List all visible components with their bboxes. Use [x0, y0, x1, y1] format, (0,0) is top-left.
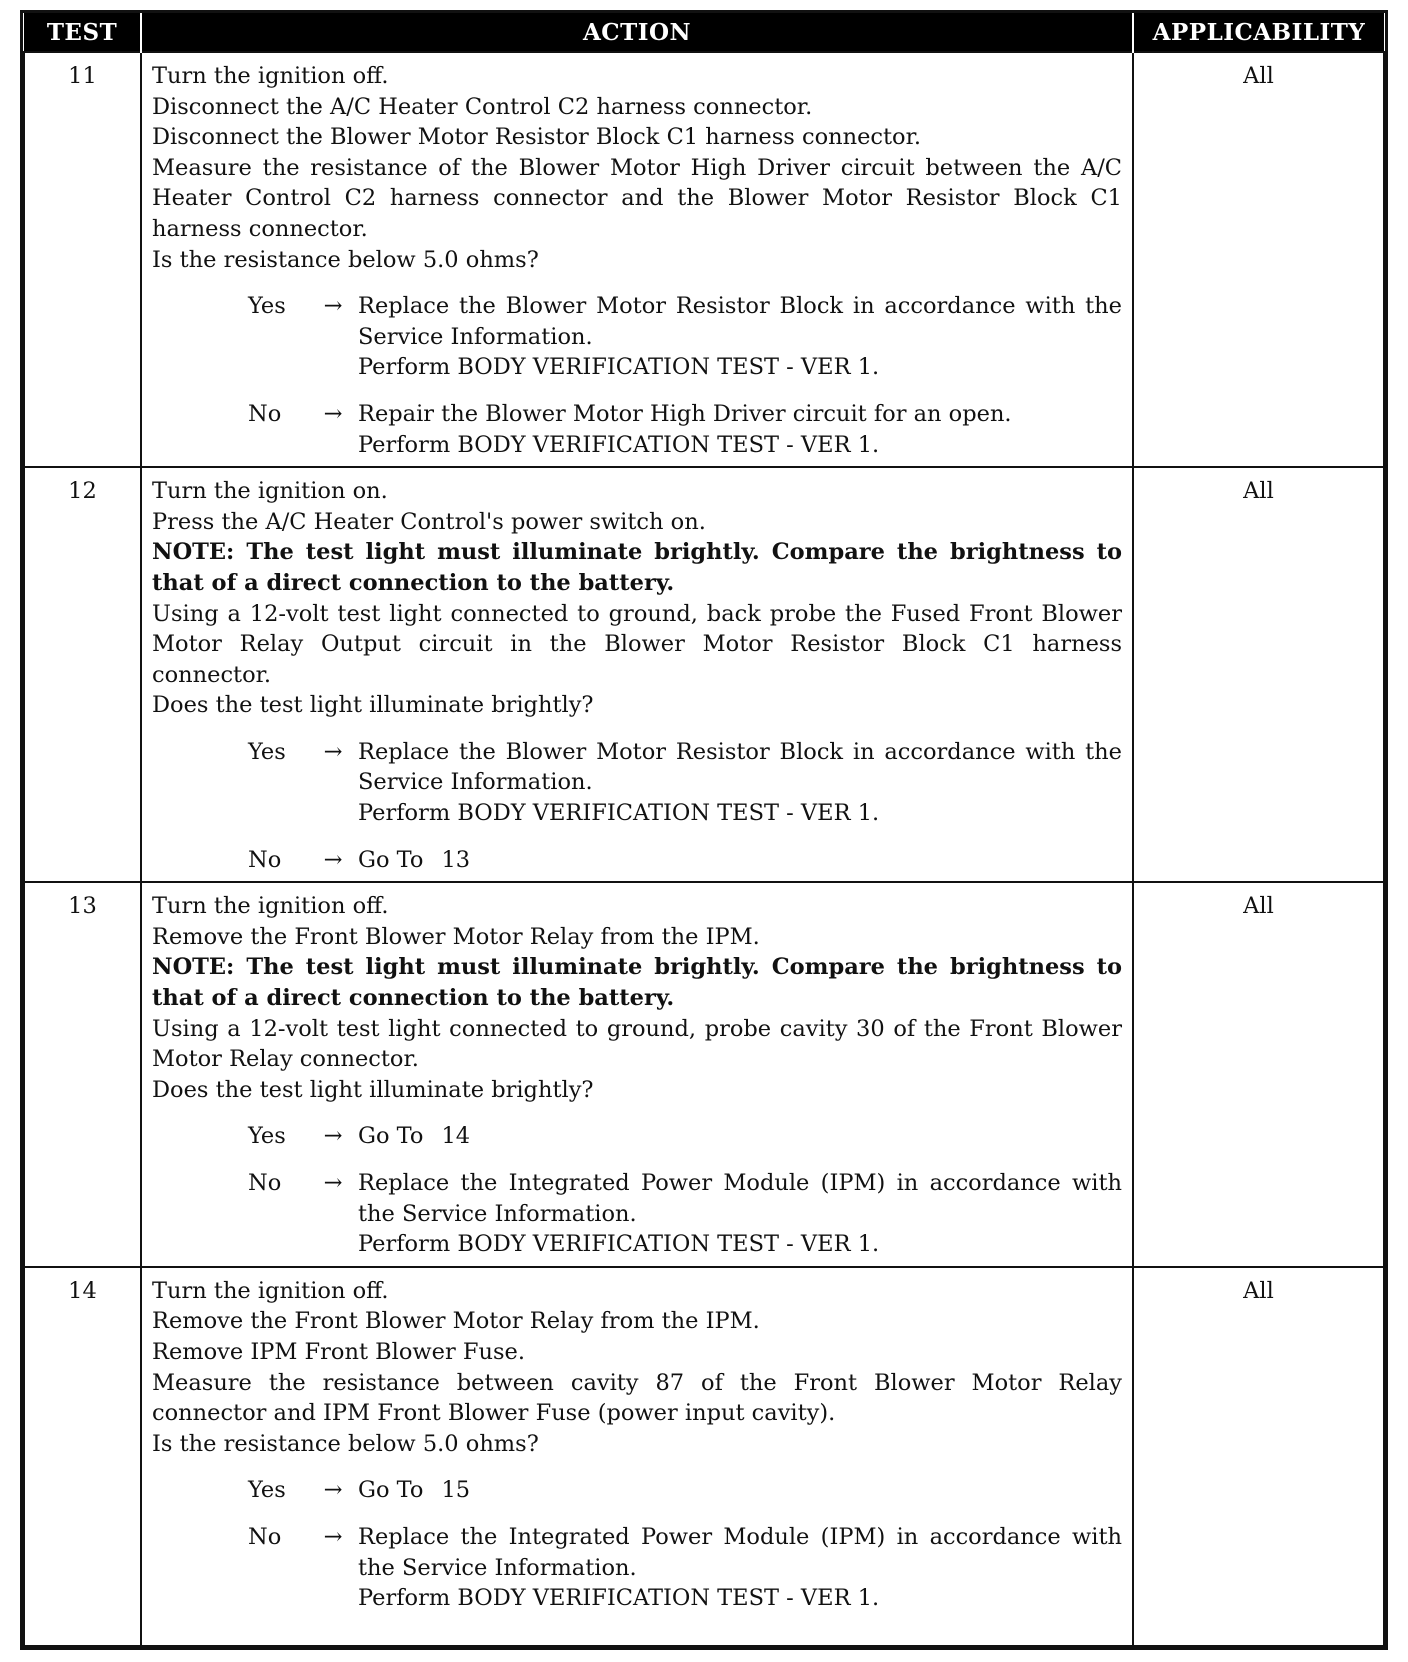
header-test: TEST [24, 13, 141, 52]
result-line: Replace the Integrated Power Module (IPM) in accordance with the Service Information. [358, 1170, 1122, 1227]
goto-link[interactable] [358, 847, 470, 873]
yes-label: Yes [248, 293, 286, 320]
result-line: Perform BODY VERIFICATION TEST - VER 1. [358, 1231, 880, 1258]
goto-number: 14 [441, 1123, 471, 1150]
arrow-icon: → [323, 846, 343, 873]
note-text: NOTE: The test light must illuminate brightly. Compare the brightness to that of a direct connection to the battery. [152, 954, 1122, 1012]
result-line: Replace the Blower Motor Resistor Block in accordance with the Service Information. [358, 738, 1122, 796]
action-question: Is the resistance below 5.0 ohms? [152, 1430, 539, 1457]
yes-result [358, 291, 1122, 383]
arrow-icon: → [323, 738, 343, 765]
no-outcome [152, 1168, 1122, 1260]
no-label: No [248, 1170, 282, 1196]
result-line: Perform BODY VERIFICATION TEST - VER 1. [358, 431, 880, 458]
action-step: Turn the ignition on. [152, 478, 388, 505]
no-label: No [248, 400, 282, 427]
yes-outcome [152, 1475, 1122, 1506]
result-line: Perform BODY VERIFICATION TEST - VER 1. [358, 1585, 880, 1612]
test-number: 11 [24, 52, 141, 467]
note-text: NOTE: The test light must illuminate brightly. Compare the brightness to that of a direct connection to the battery. [152, 539, 1122, 596]
diagnostic-table [23, 13, 1385, 1647]
test-applicability: All [1133, 467, 1384, 882]
action-step: Turn the ignition off. [152, 893, 389, 920]
test-number: 12 [24, 467, 141, 882]
result-line: Perform BODY VERIFICATION TEST - VER 1. [358, 354, 880, 381]
arrow-icon: → [323, 1170, 343, 1196]
test-applicability: All [1133, 882, 1384, 1267]
goto-label: Go To [358, 1123, 424, 1150]
result-line: Repair the Blower Motor High Driver circuit for an open. [358, 400, 1012, 427]
no-result [358, 1522, 1122, 1614]
yes-result [358, 1121, 1122, 1152]
action-step: Press the A/C Heater Control's power switch on. [152, 508, 706, 535]
yes-label: Yes [248, 1477, 286, 1504]
action-question: Is the resistance below 5.0 ohms? [152, 246, 539, 273]
test-action [141, 1267, 1133, 1646]
action-step: Remove the Front Blower Motor Relay from the IPM. [152, 923, 760, 950]
action-step: Using a 12-volt test light connected to ground, back probe the Fused Front Blower Motor Relay Output circuit in the Blower Motor Resistor Block C1 harness connector. [152, 600, 1122, 688]
goto-label: Go To [358, 1477, 424, 1504]
action-step: Measure the resistance of the Blower Motor High Driver circuit between the A/C Heater Control C2 harness connector and the Blower Motor Resistor Block C1 harness connector. [152, 154, 1122, 242]
action-step: Turn the ignition off. [152, 63, 389, 89]
yes-outcome [152, 737, 1122, 829]
test-number: 13 [24, 882, 141, 1267]
no-result [358, 399, 1122, 460]
test-number: 14 [24, 1267, 141, 1646]
table-header-row [24, 13, 1384, 52]
action-step: Remove the Front Blower Motor Relay from the IPM. [152, 1308, 760, 1335]
test-action [141, 882, 1133, 1267]
no-label: No [248, 846, 282, 873]
action-step: Turn the ignition off. [152, 1277, 389, 1304]
no-outcome [152, 399, 1122, 460]
no-result [358, 845, 1122, 876]
arrow-icon: → [323, 1523, 343, 1550]
result-line: Replace the Blower Motor Resistor Block in accordance with the Service Information. [358, 293, 1122, 350]
action-step: Disconnect the Blower Motor Resistor Block C1 harness connector. [152, 124, 922, 151]
test-applicability: All [1133, 1267, 1384, 1646]
yes-outcome [152, 1121, 1122, 1152]
no-label: No [248, 1523, 282, 1550]
no-outcome [152, 845, 1122, 876]
yes-label: Yes [248, 738, 286, 765]
arrow-icon: → [323, 400, 343, 427]
test-row-12 [24, 467, 1384, 882]
action-step: Disconnect the A/C Heater Control C2 harness connector. [152, 93, 813, 120]
action-step: Remove IPM Front Blower Fuse. [152, 1338, 526, 1365]
yes-label: Yes [248, 1123, 286, 1150]
goto-number: 15 [441, 1477, 471, 1504]
header-action: ACTION [141, 13, 1133, 52]
action-step: Using a 12-volt test light connected to ground, probe cavity 30 of the Front Blower Motor Relay connector. [152, 1015, 1122, 1073]
no-result [358, 1168, 1122, 1260]
arrow-icon: → [323, 293, 343, 320]
arrow-icon: → [323, 1123, 343, 1150]
test-row-13 [24, 882, 1384, 1267]
diagnostic-table-frame [20, 10, 1388, 1650]
test-applicability: All [1133, 52, 1384, 467]
goto-link[interactable] [358, 1123, 470, 1149]
arrow-icon: → [323, 1477, 343, 1504]
result-line: Perform BODY VERIFICATION TEST - VER 1. [358, 800, 880, 827]
action-step: Measure the resistance between cavity 87 of the Front Blower Motor Relay connector and IPM Front Blower Fuse (power input cavity). [152, 1369, 1122, 1427]
test-action [141, 52, 1133, 467]
yes-outcome [152, 291, 1122, 383]
goto-link[interactable] [358, 1477, 470, 1503]
header-applicability: APPLICABILITY [1133, 13, 1384, 52]
test-row-14 [24, 1267, 1384, 1646]
no-outcome [152, 1522, 1122, 1614]
result-line: Replace the Integrated Power Module (IPM) in accordance with the Service Information. [358, 1523, 1122, 1581]
goto-number: 13 [441, 846, 471, 873]
test-row-11 [24, 52, 1384, 467]
goto-label: Go To [358, 846, 424, 873]
action-question: Does the test light illuminate brightly? [152, 1076, 594, 1103]
yes-result [358, 1475, 1122, 1506]
yes-result [358, 737, 1122, 829]
action-question: Does the test light illuminate brightly? [152, 692, 594, 719]
test-action [141, 467, 1133, 882]
